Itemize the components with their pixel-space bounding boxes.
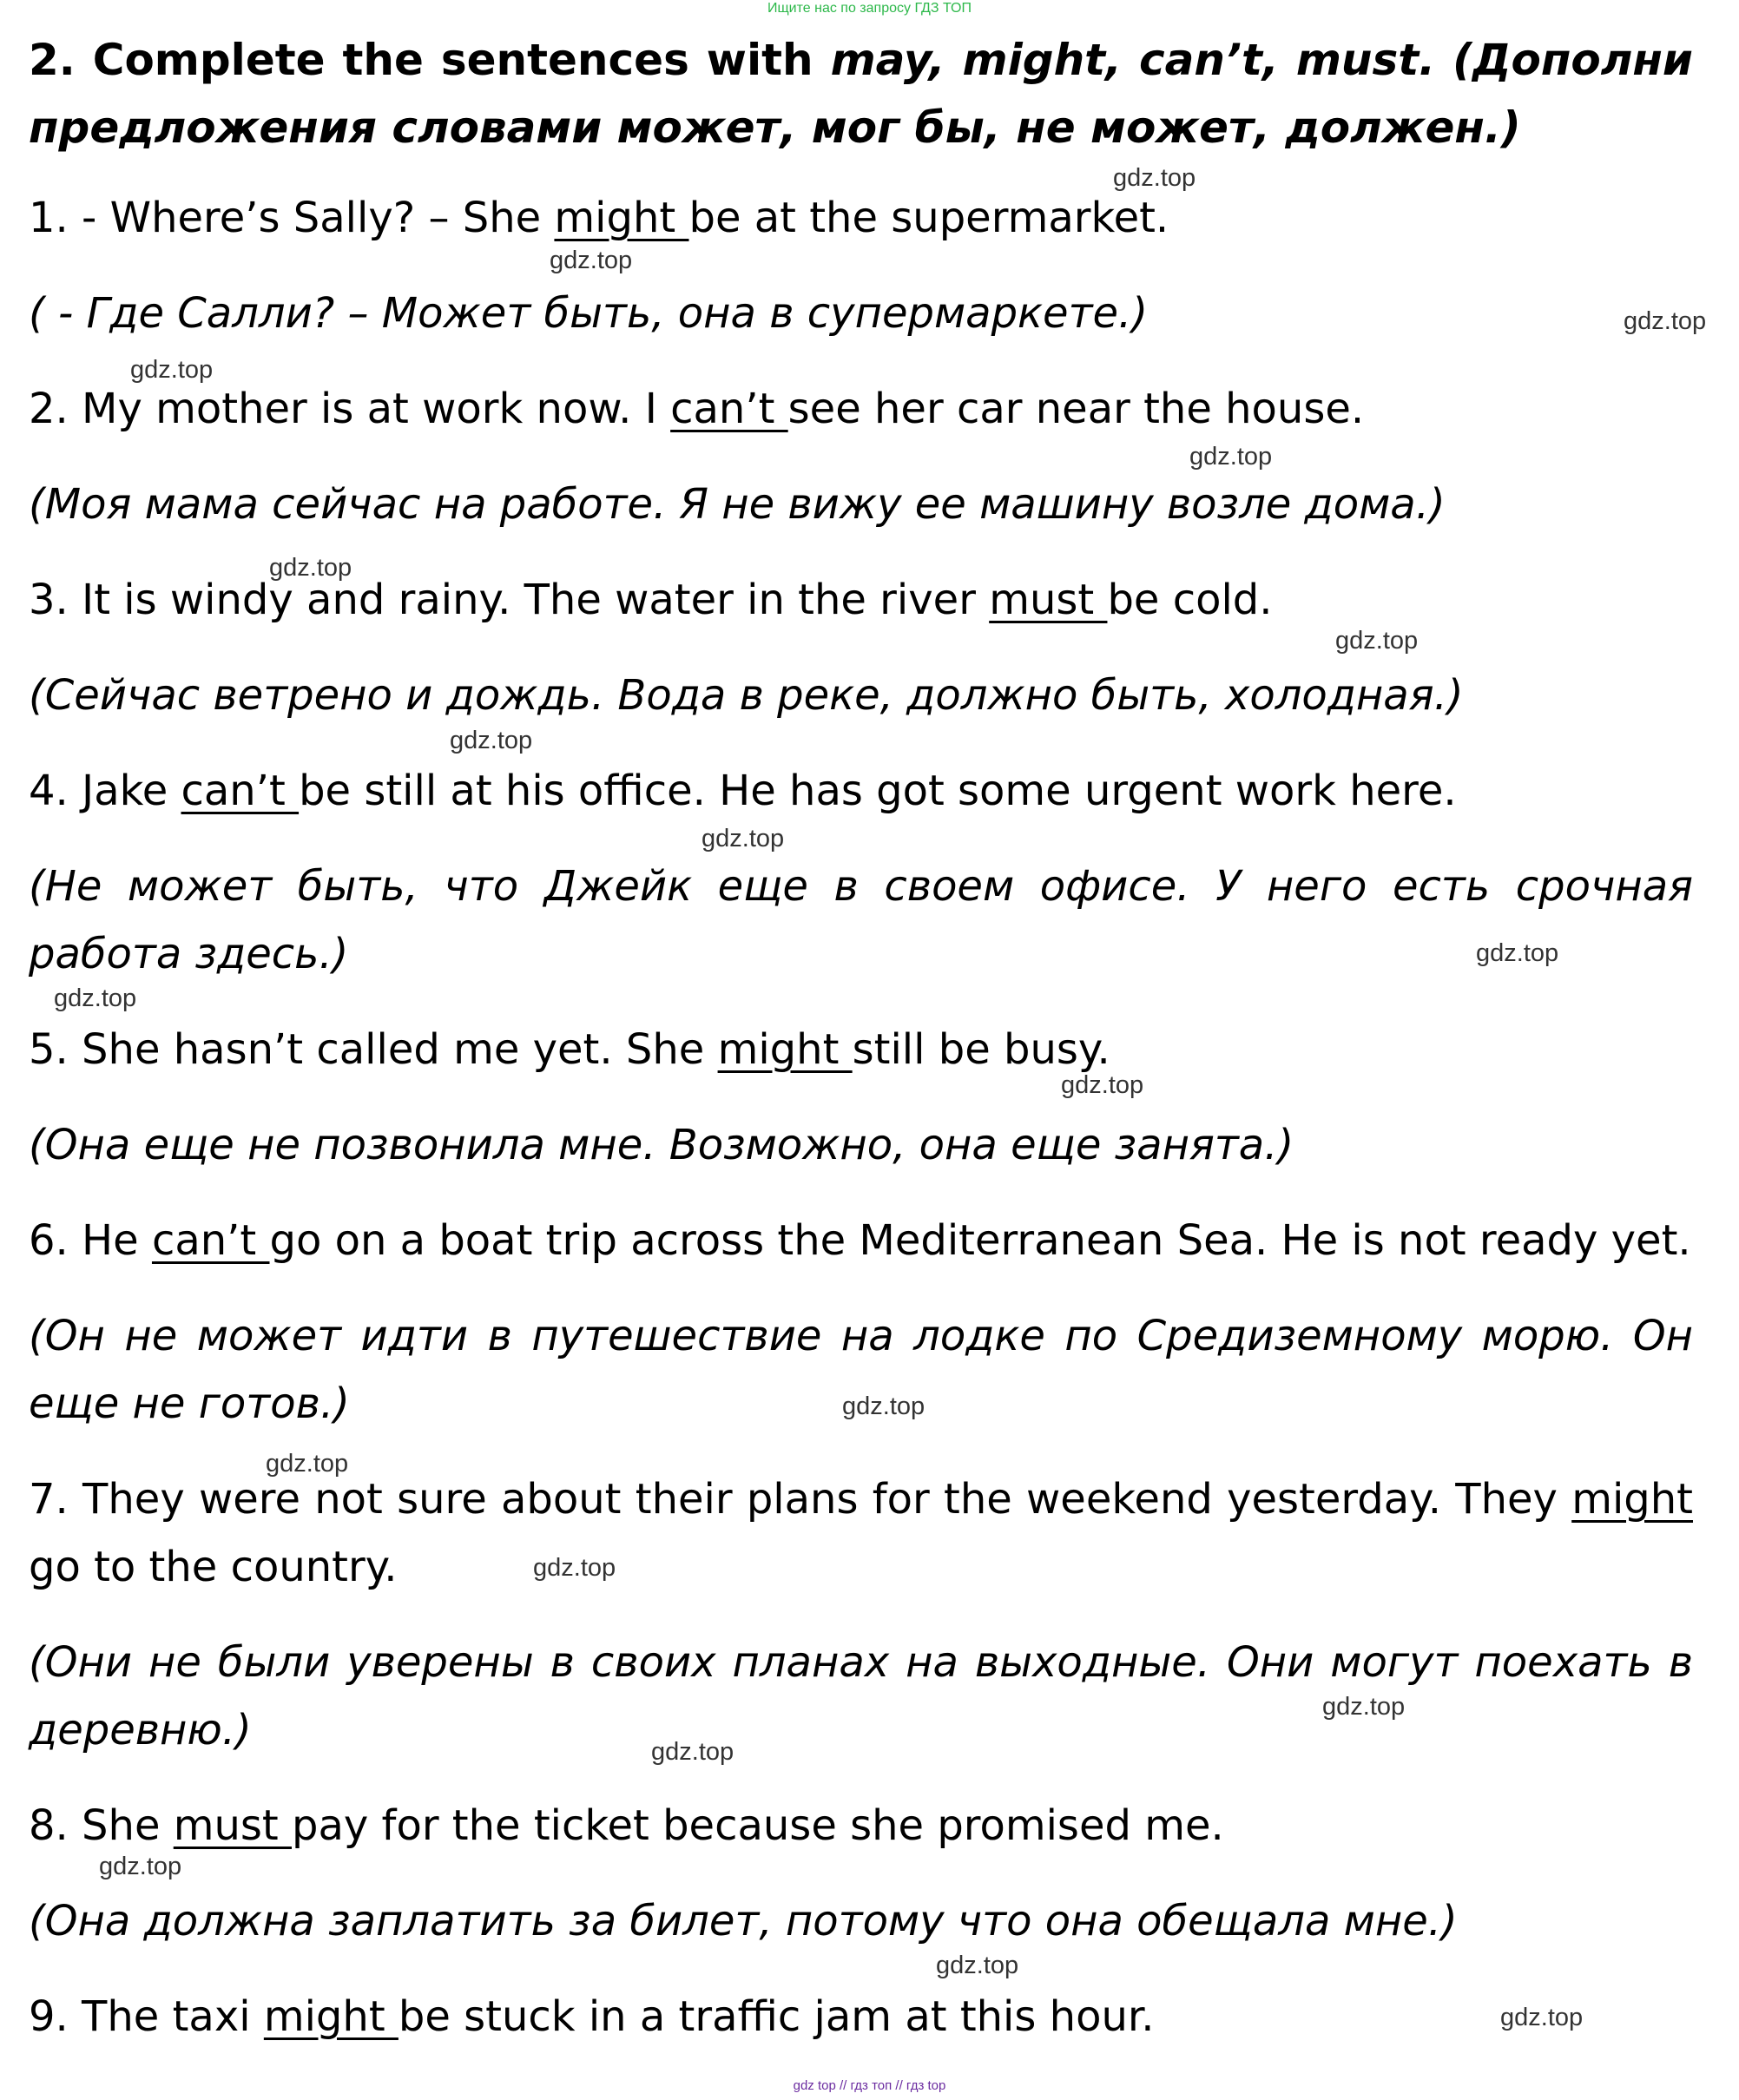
watermark: gdz.top: [130, 356, 214, 384]
answer-word: might: [1571, 1475, 1693, 1524]
watermark: gdz.top: [1113, 164, 1196, 192]
sentence-text: 5. She hasn’t called me yet. She: [29, 1025, 718, 1074]
translation-7: (Они не были уверены в своих планах на выходные. Они могут поехать в деревню.): [29, 1638, 1693, 1754]
exercise-words: may, might, can’t, must.: [830, 35, 1436, 85]
translation-2: (Моя мама сейчас на работе. Я не вижу ее машину возле дома.): [29, 480, 1446, 529]
watermark: gdz.top: [54, 984, 137, 1012]
answer-word: might: [717, 1025, 853, 1074]
sentence-text: pay for the ticket because she promised me.: [292, 1801, 1224, 1850]
watermark: gdz.top: [1500, 2004, 1584, 2031]
translation-5: (Она еще не позвонила мне. Возможно, она еще занята.): [29, 1121, 1294, 1169]
watermark: gdz.top: [1322, 1693, 1406, 1721]
sentence-text: be cold.: [1107, 576, 1273, 624]
sentence-text: be still at his office. He has got some urgent work here.: [299, 767, 1457, 815]
translation-8: (Она должна заплатить за билет, потому что она обещала мне.): [29, 1897, 1458, 1945]
top-note: Ищите нас по запросу ГДЗ ТОП: [767, 1, 972, 16]
translation-1: ( - Где Салли? – Может быть, она в супермаркете.): [29, 289, 1149, 338]
watermark: gdz.top: [1476, 939, 1559, 967]
answer-word: can’t: [670, 385, 788, 433]
sentence-8: [29, 1792, 1693, 1860]
sentence-text: go on a boat trip across the Mediterranean Sea. He is not ready yet.: [269, 1216, 1691, 1265]
sentence-text: 4. Jake: [29, 767, 181, 815]
watermark: gdz.top: [936, 1952, 1019, 1979]
watermark: gdz.top: [1335, 627, 1419, 655]
answer-word: must: [989, 576, 1108, 624]
sentence-text: 6. He: [29, 1216, 152, 1265]
watermark: gdz.top: [533, 1554, 616, 1582]
sentence-text: still be busy.: [852, 1025, 1110, 1074]
sentence-2: [29, 375, 1693, 443]
sentence-7: [29, 1465, 1693, 1601]
sentence-text: be stuck in a traffic jam at this hour.: [398, 1992, 1155, 2041]
sentence-text: be at the supermarket.: [688, 194, 1169, 242]
sentence-9: [29, 1983, 1693, 2051]
watermark: gdz.top: [99, 1853, 182, 1880]
sentence-4: [29, 757, 1693, 825]
answer-word: might: [263, 1992, 399, 2041]
sentence-text: 3. It is windy and rainy. The water in the river: [29, 576, 990, 624]
answer-word: can’t: [181, 767, 300, 815]
watermark: gdz.top: [1189, 443, 1273, 471]
watermark: gdz.top: [1624, 307, 1707, 335]
sentence-text: 8. She: [29, 1801, 174, 1850]
watermark: gdz.top: [269, 554, 352, 582]
watermark: gdz.top: [550, 247, 633, 274]
sentence-text: 9. The taxi: [29, 1992, 264, 2041]
sentence-text: see her car near the house.: [787, 385, 1365, 433]
sentence-6: [29, 1207, 1693, 1274]
translation-6: (Он не может идти в путешествие на лодке по Средиземному морю. Он еще не готов.): [29, 1312, 1693, 1428]
exercise-header: [29, 26, 1693, 161]
watermark: gdz.top: [1061, 1071, 1144, 1099]
watermark: gdz.top: [702, 825, 785, 853]
footer-note: gdz top // гдз топ // гдз top: [793, 2078, 946, 2093]
watermark: gdz.top: [450, 727, 533, 754]
watermark: gdz.top: [266, 1450, 349, 1478]
translation-4: (Не может быть, что Джейк еще в своем офисе. У него есть срочная работа здесь.): [29, 862, 1693, 978]
exercise-lead: Complete the sentences with: [92, 35, 814, 85]
sentence-text: 1. - Where’s Sally? – She: [29, 194, 555, 242]
sentence-text: 2. My mother is at work now. I: [29, 385, 671, 433]
answer-word: can’t: [151, 1216, 270, 1265]
answer-word: might: [554, 194, 689, 242]
translation-3: (Сейчас ветрено и дождь. Вода в реке, должно быть, холодная.): [29, 671, 1464, 720]
exercise-number: 2.: [29, 35, 76, 85]
sentence-text: go to the country.: [29, 1543, 398, 1591]
sentence-5: [29, 1016, 1693, 1083]
watermark: gdz.top: [651, 1738, 734, 1766]
watermark: gdz.top: [842, 1392, 925, 1420]
answer-word: must: [173, 1801, 292, 1850]
exercise-translation: (Дополни предложения словами может, мог бы, не может, должен.): [29, 35, 1693, 153]
sentence-1: [29, 184, 1693, 252]
sentence-text: 7. They were not sure about their plans for the weekend yesterday. They: [29, 1475, 1572, 1524]
